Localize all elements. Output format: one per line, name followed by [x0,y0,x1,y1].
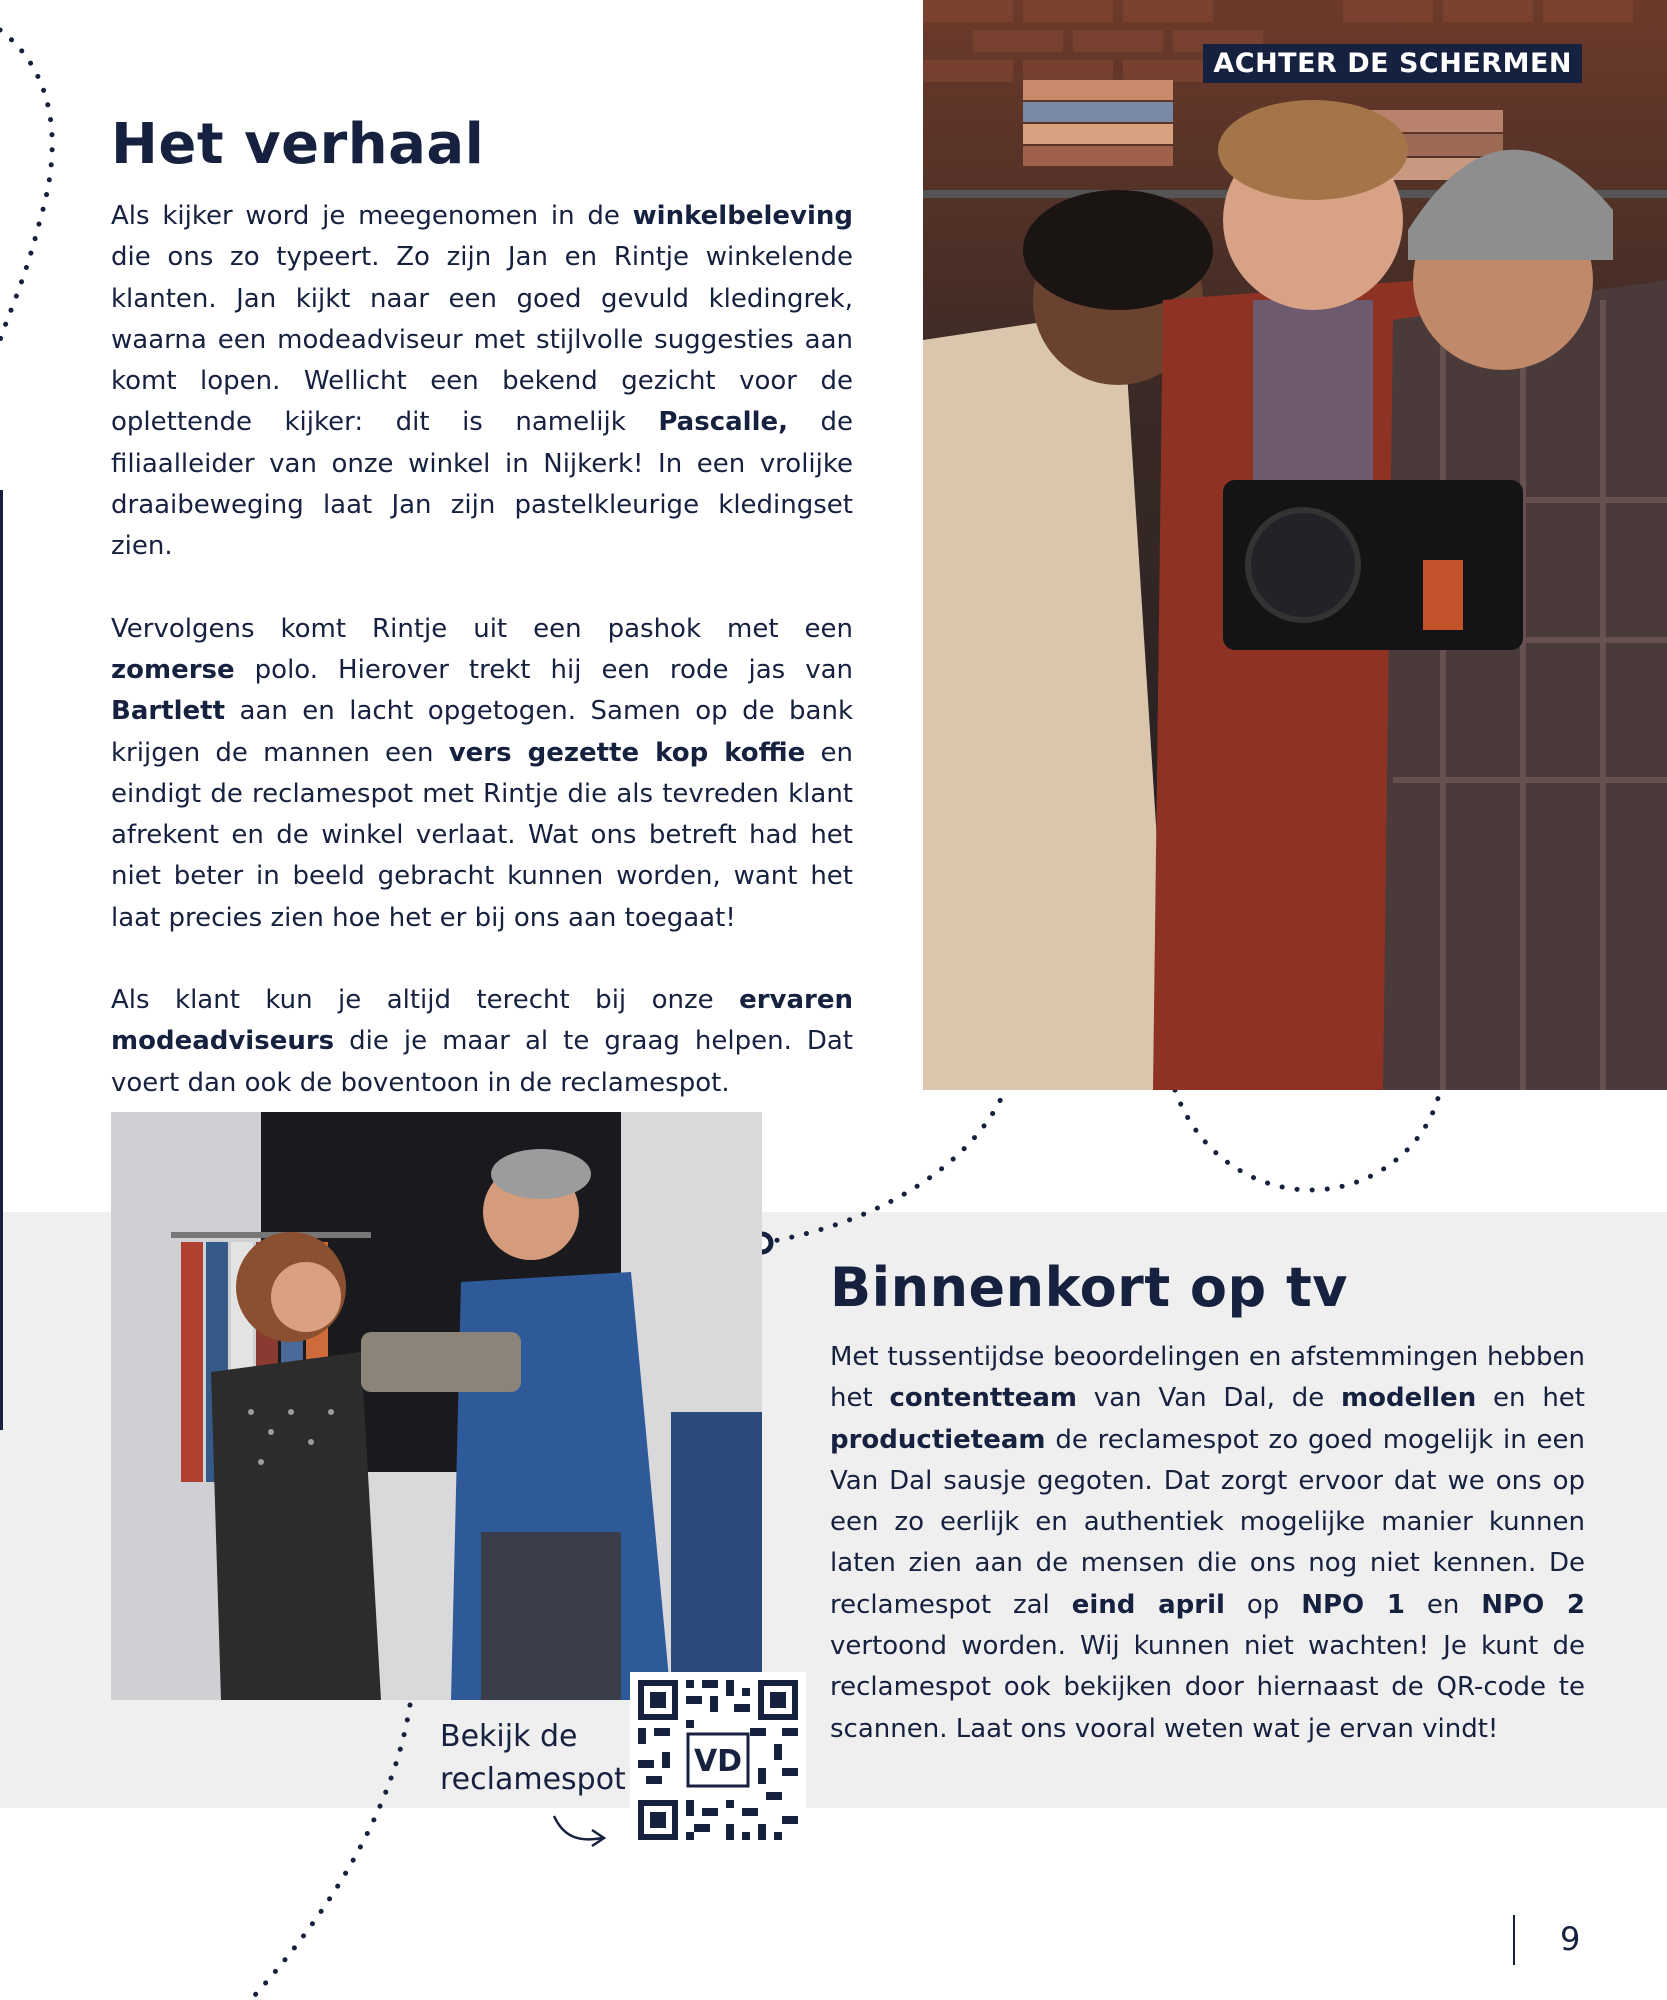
arrow-right-icon [550,1810,610,1850]
verhaal-paragraph-2: Vervolgens komt Rintje uit een pashok met een zomerse polo. Hierover trekt hij een rode jas van Bartlett aan en lacht opgetogen. Samen op de bank krijgen de mannen een vers gezette kop koffie en eindigt de reclamespot met Rintje die als tevreden klant afrekent en de winkel verlaat. Wat ons betreft had het niet beter in beeld gebracht kunnen worden, want het laat precies zien hoe het er bij ons aan toegaat! [111,613,853,933]
behind-the-scenes-photo [923,0,1667,1090]
qr-code[interactable] [630,1672,806,1848]
page-number: 9 [1560,1920,1581,1958]
verhaal-paragraph-1: Als kijker word je meegenomen in de winkelbeleving die ons zo typeert. Zo zijn Jan en Rintje winkelende klanten. Jan kijkt naar een goed gevuld kledingrek, waarna een modeadviseur met stijlvolle suggesties aan komt lopen. Wellicht een bekend gezicht voor de oplettende kijker: dit is namelijk Pascalle, de filiaalleider van onze winkel in Nijkerk! In een vrolijke draaibeweging laat Jan zijn pastelkleurige kledingset zien. [111,201,854,562]
binnenkort-paragraph: Met tussentijdse beoordelingen en afstemmingen hebben het contentteam van Van Dal, de modellen en het productieteam de reclamespot zo goed mogelijk in een Van Dal sausje gegoten. Dat zorgt ervoor dat we ons op een zo eerlijk en authentiek mogelijke manier kunnen laten zien aan de mensen die ons nog niet kennen. De reclamespot zal eind april op NPO 1 en NPO 2 vertoond worden. Wij kunnen niet wachten! Je kunt de reclamespot ook bekijken door hiernaast de QR-code te scannen. Laat ons vooral weten wat je ervan vindt! [830,1342,1586,1744]
qr-logo-text: VD [693,1744,743,1779]
verhaal-paragraph-3: Als klant kun je altijd terecht bij onze ervaren modeadviseurs die je maar al te graag helpen. Dat voert dan ook de boventoon in de reclamespot. [111,985,853,1098]
verhaal-title: Het verhaal [111,112,485,177]
section-badge: ACHTER DE SCHERMEN [1203,44,1582,83]
page-number-rule [1513,1915,1515,1965]
verhaal-body [111,196,853,1145]
binnenkort-body [830,1337,1585,1791]
qr-caption: Bekijk de reclamespot [440,1719,626,1797]
binnenkort-title: Binnenkort op tv [830,1256,1348,1319]
store-scene-photo [111,1112,762,1700]
qr-code-icon [630,1672,806,1848]
